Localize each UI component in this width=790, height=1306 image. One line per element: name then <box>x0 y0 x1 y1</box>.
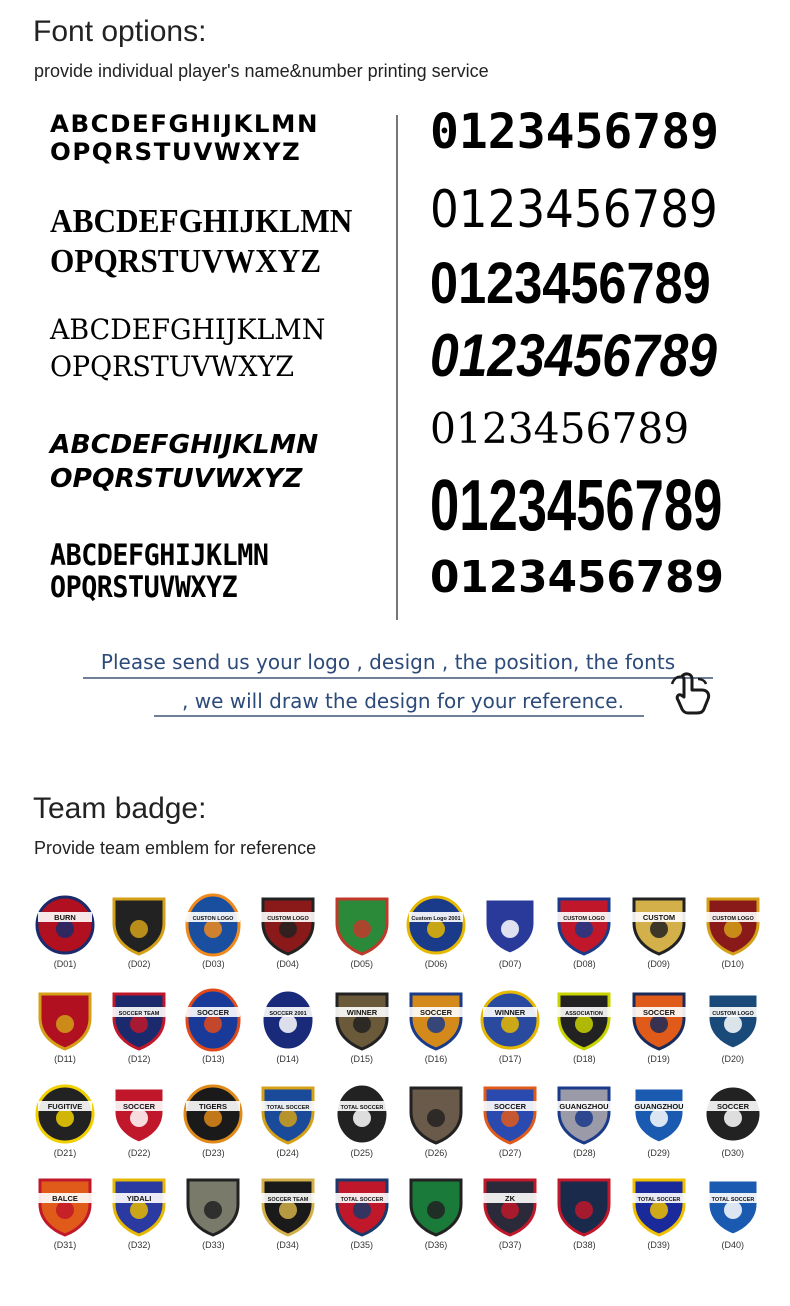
letter-style-3-line1: ABCDEFGHIJKLMN <box>50 313 326 346</box>
letter-style-2 <box>50 205 370 279</box>
team-badge <box>253 893 323 969</box>
team-badge-emblem <box>108 1174 170 1238</box>
team-badge-text: SOCCER 2001 <box>268 1011 307 1017</box>
team-badge-emblem <box>108 1082 170 1146</box>
team-badge <box>104 893 174 969</box>
team-badge-code: (D13) <box>202 1054 225 1064</box>
notice-line-2: , we will draw the design for your reference. <box>182 689 624 713</box>
team-badge-code: (D03) <box>202 959 225 969</box>
team-badge <box>104 1082 174 1158</box>
team-badge-code: (D27) <box>498 1148 522 1158</box>
team-badge-text: CUSTOM LOGO <box>712 916 754 922</box>
team-badge-text: TOTAL SOCCER <box>266 1105 309 1111</box>
team-badge-text: CUSTOM LOGO <box>563 916 606 922</box>
team-badge <box>30 1174 100 1250</box>
team-badge-code: (D17) <box>498 1054 522 1064</box>
letter-style-1 <box>50 112 370 164</box>
team-badge-text: GUANGZHOU <box>559 1102 609 1111</box>
letter-style-3 <box>50 313 370 383</box>
team-badge <box>30 1082 100 1158</box>
team-badge <box>178 893 248 969</box>
notice-line-1: Please send us your logo , design , the position, the fonts <box>100 650 676 674</box>
team-badge <box>253 1174 323 1250</box>
number-style-3: 0123456789 <box>430 251 711 316</box>
font-options-title: Font options: <box>33 15 207 48</box>
team-badge-emblem <box>628 988 690 1052</box>
letter-style-5 <box>50 538 370 604</box>
team-badge-code: (D11) <box>54 1054 76 1064</box>
team-badge <box>327 1082 397 1158</box>
team-badge-emblem <box>34 1174 96 1238</box>
team-badge-text: BURN <box>54 913 76 922</box>
team-badge-code: (D02) <box>127 959 151 969</box>
notice-underline-2 <box>154 715 644 717</box>
team-badge <box>30 893 100 969</box>
team-badge-emblem <box>182 1082 244 1146</box>
team-badge <box>178 988 248 1064</box>
team-badge <box>549 1174 619 1250</box>
team-badge <box>327 1174 397 1250</box>
team-badge <box>624 1174 694 1250</box>
team-badge-emblem <box>182 1174 244 1238</box>
team-badge-emblem <box>405 988 467 1052</box>
notice-underline-1 <box>83 677 713 679</box>
team-badge-emblem <box>479 988 541 1052</box>
team-badge-code: (D21) <box>53 1148 77 1158</box>
team-badge-code: (D07) <box>498 959 522 969</box>
team-badge-code: (D08) <box>573 959 596 969</box>
team-badge-text: CUSTOM <box>642 913 675 922</box>
team-badge-code: (D33) <box>202 1240 225 1250</box>
team-badge-emblem <box>257 1174 319 1238</box>
team-badge-text: SOCCER <box>419 1008 453 1017</box>
team-badge-text: Custom Logo 2001 <box>411 916 461 922</box>
team-badge-text: ZK <box>505 1194 516 1203</box>
team-badge-code: (D37) <box>498 1240 522 1250</box>
team-badge-text: SOCCER TEAM <box>118 1011 160 1017</box>
team-badge <box>624 988 694 1064</box>
team-badge-code: (D38) <box>573 1240 596 1250</box>
team-badge <box>104 1174 174 1250</box>
team-badge-text: WINNER <box>494 1008 526 1017</box>
team-badge-code: (D23) <box>202 1148 225 1158</box>
letter-style-4-line2: OPQRSTUVWXYZ <box>50 464 303 494</box>
team-badge <box>401 1174 471 1250</box>
team-badge <box>475 1082 545 1158</box>
team-badge-text: CUSTON LOGO <box>192 916 234 922</box>
team-badge-emblem <box>331 1174 393 1238</box>
team-badge <box>698 893 768 969</box>
team-badge-text: SOCCER TEAM <box>267 1197 308 1203</box>
team-badge-text: TOTAL SOCCER <box>711 1197 755 1203</box>
letter-style-2-line2: OPQRSTUVWXYZ <box>50 243 322 280</box>
team-badge-emblem <box>702 893 764 957</box>
team-badge-code: (D19) <box>647 1054 670 1064</box>
team-badge-code: (D29) <box>647 1148 670 1158</box>
team-badge-code: (D16) <box>424 1054 448 1064</box>
team-badge-text: WINNER <box>346 1008 378 1017</box>
letter-style-5-line2: OPQRSTUVWXYZ <box>50 570 238 604</box>
team-badge <box>624 1082 694 1158</box>
team-badge-emblem <box>331 988 393 1052</box>
team-badge <box>698 988 768 1064</box>
number-style-6: 0123456789 <box>430 466 723 546</box>
team-badge <box>475 1174 545 1250</box>
pointing-hand-icon <box>668 670 716 716</box>
number-style-5: 0123456789 <box>430 404 690 453</box>
team-badge-text: GUANGZHOU <box>634 1102 684 1111</box>
team-badge-text: SOCCER <box>123 1102 156 1111</box>
team-badge-emblem <box>182 988 244 1052</box>
team-badge-code: (D26) <box>424 1148 448 1158</box>
team-badge <box>698 1082 768 1158</box>
team-badge-emblem <box>108 988 170 1052</box>
team-badge-emblem <box>257 988 319 1052</box>
letter-style-3-line2: OPQRSTUVWXYZ <box>50 350 295 383</box>
number-style-1: 0123456789 <box>430 104 719 160</box>
team-badge <box>253 1082 323 1158</box>
team-badge-text: SOCCER <box>197 1008 230 1017</box>
team-badge-text: SOCCER <box>716 1102 749 1111</box>
team-badge-code: (D15) <box>350 1054 374 1064</box>
team-badge-code: (D30) <box>721 1148 745 1158</box>
team-badge-emblem <box>702 1174 764 1238</box>
team-badge-code: (D06) <box>424 959 448 969</box>
team-badge-subtitle: Provide team emblem for reference <box>34 838 317 858</box>
team-badge-code: (D09) <box>647 959 670 969</box>
team-badge-emblem <box>702 1082 764 1146</box>
team-badge-code: (D35) <box>350 1240 374 1250</box>
team-badge <box>178 1082 248 1158</box>
team-badge-emblem <box>405 1082 467 1146</box>
team-badge-emblem <box>628 893 690 957</box>
team-badge-code: (D40) <box>721 1240 745 1250</box>
team-badge-text: TOTAL SOCCER <box>637 1197 680 1203</box>
team-badge-text: TIGERS <box>199 1102 228 1111</box>
team-badge-code: (D18) <box>573 1054 596 1064</box>
team-badge <box>104 988 174 1064</box>
team-badge-text: SOCCER <box>642 1008 675 1017</box>
team-badge-code: (D31) <box>53 1240 77 1250</box>
team-badge-text: FUGITIVE <box>47 1102 83 1111</box>
team-badge-text: TOTAL SOCCER <box>340 1105 384 1111</box>
number-style-4: 0123456789 <box>430 322 717 389</box>
team-badge-code: (D10) <box>721 959 745 969</box>
team-badge-emblem <box>34 893 96 957</box>
team-badge-emblem <box>34 1082 96 1146</box>
team-badge-emblem <box>405 1174 467 1238</box>
team-badge-emblem <box>34 988 96 1052</box>
number-style-7: 0123456789 <box>430 552 724 603</box>
team-badge-emblem <box>182 893 244 957</box>
team-badge-emblem <box>257 893 319 957</box>
letter-style-1-line2: OPQRSTUVWXYZ <box>50 138 302 166</box>
team-badge-text: SOCCER <box>494 1102 527 1111</box>
team-badge-emblem <box>553 1082 615 1146</box>
team-badge <box>178 1174 248 1250</box>
team-badge-code: (D22) <box>127 1148 151 1158</box>
team-badge <box>698 1174 768 1250</box>
letter-style-1-line1: ABCDEFGHIJKLMN <box>50 110 319 138</box>
team-badge-emblem <box>553 1174 615 1238</box>
team-badge-emblem <box>405 893 467 957</box>
team-badge-emblem <box>628 1174 690 1238</box>
team-badge-emblem <box>479 1082 541 1146</box>
team-badge <box>30 988 100 1064</box>
team-badge-code: (D28) <box>573 1148 596 1158</box>
team-badge-code: (D01) <box>53 959 77 969</box>
team-badge <box>253 988 323 1064</box>
team-badge <box>549 988 619 1064</box>
team-badge-emblem <box>331 1082 393 1146</box>
team-badge-code: (D14) <box>276 1054 299 1064</box>
team-badge-emblem <box>553 988 615 1052</box>
team-badge-code: (D34) <box>276 1240 299 1250</box>
team-badge-text: ASSOCIATION <box>565 1011 604 1017</box>
team-badge <box>475 893 545 969</box>
team-badge-code: (D20) <box>721 1054 745 1064</box>
number-style-2: 0123456789 <box>430 180 718 240</box>
team-badge-emblem <box>331 893 393 957</box>
letter-style-2-line1: ABCDEFGHIJKLMN <box>50 203 353 240</box>
team-badge <box>475 988 545 1064</box>
team-badge-text: CUSTOM LOGO <box>266 916 309 922</box>
team-badge-code: (D39) <box>647 1240 670 1250</box>
team-badge-code: (D25) <box>350 1148 374 1158</box>
team-badge-emblem <box>257 1082 319 1146</box>
team-badge-code: (D36) <box>424 1240 448 1250</box>
team-badge-text: TOTAL SOCCER <box>340 1197 384 1203</box>
team-badge <box>401 988 471 1064</box>
team-badge-emblem <box>628 1082 690 1146</box>
team-badge <box>549 1082 619 1158</box>
team-badge <box>327 893 397 969</box>
team-badge <box>624 893 694 969</box>
team-badge-title: Team badge: <box>33 792 207 825</box>
team-badge <box>401 1082 471 1158</box>
team-badge-text: YIDALI <box>126 1194 152 1203</box>
letter-style-5-line1: ABCDEFGHIJKLMN <box>50 538 269 572</box>
team-badge-emblem <box>553 893 615 957</box>
team-badge <box>549 893 619 969</box>
letter-style-4-line1: ABCDEFGHIJKLMN <box>50 430 319 460</box>
team-badge <box>401 893 471 969</box>
team-badge-code: (D12) <box>127 1054 151 1064</box>
team-badge-emblem <box>479 893 541 957</box>
team-badge-code: (D24) <box>276 1148 299 1158</box>
team-badge-text: BALCE <box>52 1194 78 1203</box>
team-badge-text: CUSTOM LOGO <box>712 1011 754 1017</box>
column-divider <box>396 115 398 620</box>
letter-style-4 <box>50 432 370 492</box>
team-badge-code: (D05) <box>350 959 374 969</box>
team-badge-code: (D04) <box>276 959 299 969</box>
team-badge-code: (D32) <box>127 1240 151 1250</box>
font-options-subtitle: provide individual player's name&number printing service <box>34 61 489 81</box>
team-badge <box>327 988 397 1064</box>
team-badge-emblem <box>702 988 764 1052</box>
team-badge-emblem <box>108 893 170 957</box>
team-badge-emblem <box>479 1174 541 1238</box>
